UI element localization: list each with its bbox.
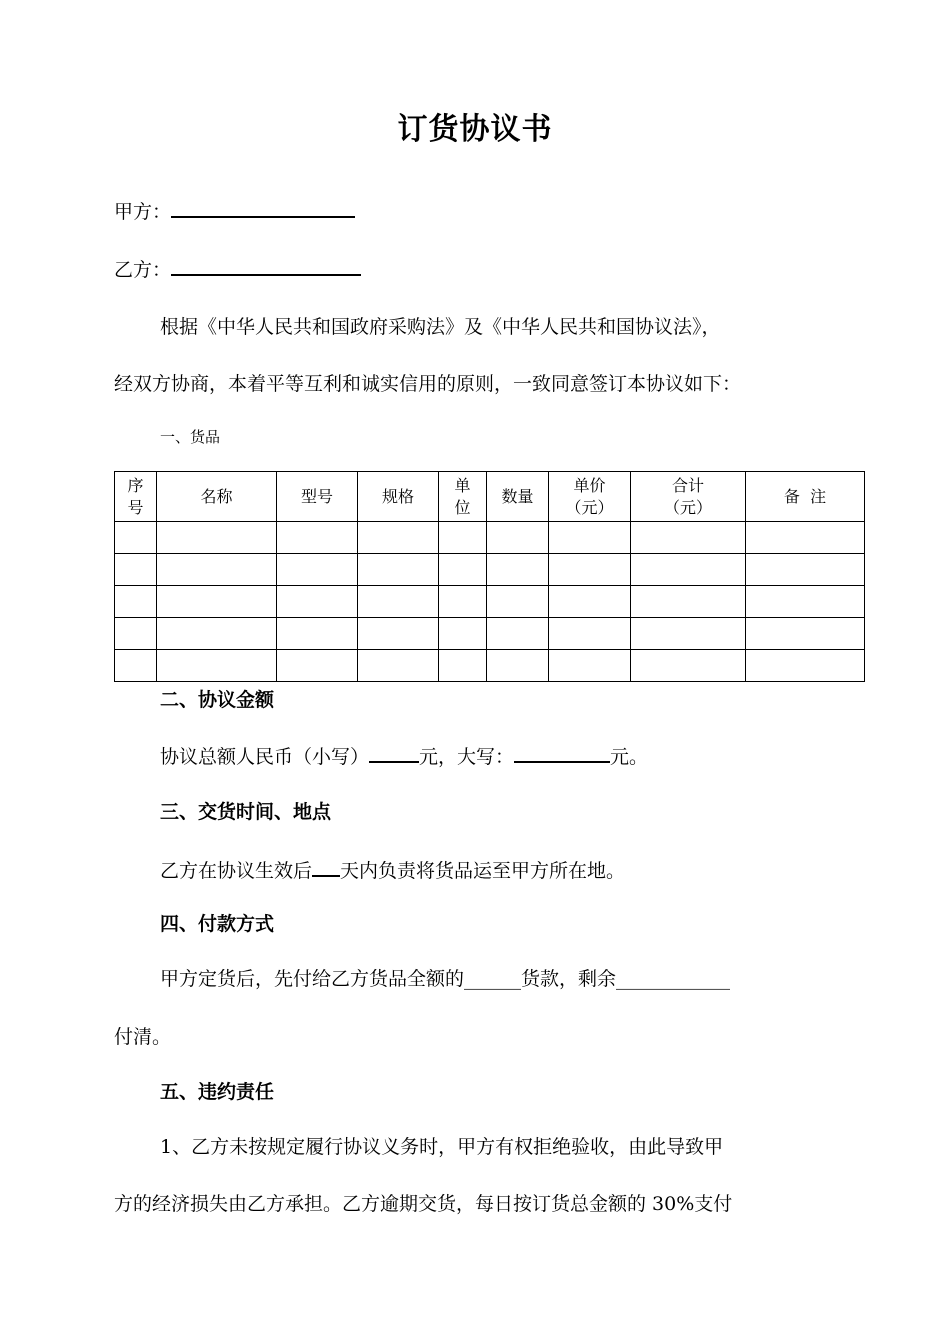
table-cell[interactable] bbox=[487, 586, 549, 618]
table-cell[interactable] bbox=[277, 618, 358, 650]
table-cell[interactable] bbox=[631, 650, 746, 682]
intro-line-1: 根据《中华人民共和国政府采购法》及《中华人民共和国协议法》， bbox=[160, 316, 721, 338]
table-cell[interactable] bbox=[115, 554, 157, 586]
col-header-name: 名称 bbox=[157, 472, 277, 522]
table-cell[interactable] bbox=[746, 618, 865, 650]
table-cell[interactable] bbox=[549, 586, 631, 618]
table-cell[interactable] bbox=[631, 586, 746, 618]
table-cell[interactable] bbox=[487, 650, 549, 682]
table-cell[interactable] bbox=[439, 522, 487, 554]
section5-line1: 1、乙方未按规定履行协议义务时，甲方有权拒绝验收，由此导致甲 bbox=[160, 1136, 724, 1158]
table-cell[interactable] bbox=[358, 650, 439, 682]
table-row bbox=[115, 650, 865, 682]
table-cell[interactable] bbox=[358, 554, 439, 586]
col-header-unit: 单 位 bbox=[439, 472, 487, 522]
table-cell[interactable] bbox=[746, 650, 865, 682]
section4-text: 甲方定货后，先付给乙方货品全额的______货款，剩余____________ bbox=[160, 968, 731, 990]
table-row bbox=[115, 554, 865, 586]
col-header-remarks: 备 注 bbox=[746, 472, 865, 522]
party-b-blank[interactable] bbox=[171, 254, 361, 276]
table-cell[interactable] bbox=[277, 586, 358, 618]
table-cell[interactable] bbox=[157, 650, 277, 682]
section4-heading: 四、付款方式 bbox=[160, 913, 275, 935]
table-cell[interactable] bbox=[277, 650, 358, 682]
col-header-index: 序 号 bbox=[115, 472, 157, 522]
table-cell[interactable] bbox=[358, 618, 439, 650]
table-cell[interactable] bbox=[549, 522, 631, 554]
section4-line2: 付清。 bbox=[114, 1026, 172, 1048]
remaining-blank[interactable]: ____________ bbox=[616, 968, 731, 990]
table-cell[interactable] bbox=[631, 618, 746, 650]
table-cell[interactable] bbox=[746, 554, 865, 586]
table-cell[interactable] bbox=[487, 522, 549, 554]
section5-heading: 五、违约责任 bbox=[160, 1081, 275, 1103]
table-cell[interactable] bbox=[358, 522, 439, 554]
table-cell[interactable] bbox=[277, 554, 358, 586]
table-cell[interactable] bbox=[358, 586, 439, 618]
section2-heading: 二、协议金额 bbox=[160, 689, 275, 711]
goods-table bbox=[114, 471, 865, 682]
table-cell[interactable] bbox=[631, 554, 746, 586]
party-a-line bbox=[114, 196, 355, 225]
table-cell[interactable] bbox=[439, 586, 487, 618]
table-cell[interactable] bbox=[157, 554, 277, 586]
table-cell[interactable] bbox=[746, 586, 865, 618]
table-header-row bbox=[115, 472, 865, 522]
table-cell[interactable] bbox=[157, 618, 277, 650]
table-row bbox=[115, 586, 865, 618]
section3-heading: 三、交货时间、地点 bbox=[160, 801, 332, 823]
amount-figures-blank[interactable] bbox=[369, 741, 419, 763]
col-header-unit-price: 单价 （元） bbox=[549, 472, 631, 522]
table-cell[interactable] bbox=[439, 650, 487, 682]
table-cell[interactable] bbox=[157, 522, 277, 554]
document-title: 订货协议书 bbox=[397, 112, 553, 147]
col-header-total: 合计 （元） bbox=[631, 472, 746, 522]
table-cell[interactable] bbox=[277, 522, 358, 554]
amount-words-blank[interactable] bbox=[514, 741, 610, 763]
col-header-spec: 规格 bbox=[358, 472, 439, 522]
table-cell[interactable] bbox=[115, 650, 157, 682]
table-cell[interactable] bbox=[157, 586, 277, 618]
deposit-blank[interactable]: ______ bbox=[464, 968, 522, 990]
party-b-line bbox=[114, 254, 361, 283]
table-cell[interactable] bbox=[439, 618, 487, 650]
col-header-model: 型号 bbox=[277, 472, 358, 522]
party-a-blank[interactable] bbox=[171, 196, 355, 218]
intro-line-2: 经双方协商，本着平等互利和诚实信用的原则，一致同意签订本协议如下： bbox=[114, 373, 742, 395]
table-cell[interactable] bbox=[439, 554, 487, 586]
table-cell[interactable] bbox=[746, 522, 865, 554]
delivery-days-blank[interactable] bbox=[312, 855, 340, 877]
section3-text: 乙方在协议生效后 天内负责将货品运至甲方所在地。 bbox=[160, 855, 625, 884]
table-cell[interactable] bbox=[115, 586, 157, 618]
table-row bbox=[115, 522, 865, 554]
party-b-label: 乙方： bbox=[114, 259, 172, 281]
table-cell[interactable] bbox=[115, 618, 157, 650]
table-cell[interactable] bbox=[631, 522, 746, 554]
table-cell[interactable] bbox=[487, 554, 549, 586]
table-cell[interactable] bbox=[115, 522, 157, 554]
section5-line2: 方的经济损失由乙方承担。乙方逾期交货，每日按订货总金额的 30%支付 bbox=[114, 1193, 733, 1215]
goods-table-body bbox=[115, 522, 865, 682]
col-header-quantity: 数量 bbox=[487, 472, 549, 522]
party-a-label: 甲方： bbox=[114, 201, 172, 223]
table-cell[interactable] bbox=[549, 554, 631, 586]
table-cell[interactable] bbox=[487, 618, 549, 650]
section2-text: 协议总额人民币（小写） 元，大写： 元。 bbox=[160, 741, 648, 770]
section1-heading: 一、货品 bbox=[160, 428, 221, 446]
table-cell[interactable] bbox=[549, 650, 631, 682]
table-row bbox=[115, 618, 865, 650]
table-cell[interactable] bbox=[549, 618, 631, 650]
